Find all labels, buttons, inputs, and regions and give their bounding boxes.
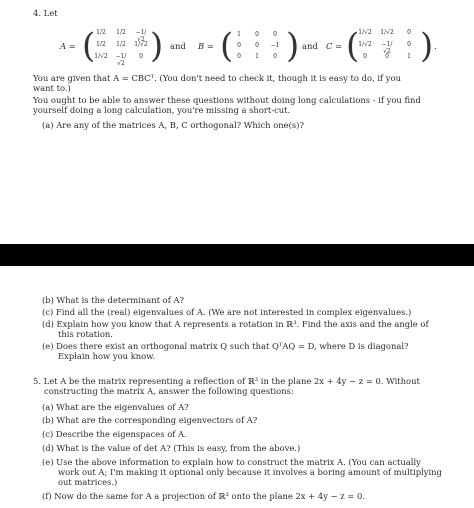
matrix-b-cell: 0 xyxy=(273,31,277,38)
given-text-line-1: You are given that A = CBCᵀ. (You don't need to check it, though it is easy to do, if you xyxy=(33,73,401,83)
question-4b: (b) What is the determinant of A? xyxy=(42,295,185,305)
matrix-c-cell: 1 xyxy=(407,53,411,60)
matrix-a-cell: −1/√2 xyxy=(135,29,147,43)
question-4-header: 4. Let xyxy=(33,8,58,18)
matrix-a-cell: −1/√2 xyxy=(115,53,127,67)
connector-and-2: and xyxy=(302,41,318,51)
question-5-line-1: 5. Let A be the matrix representing a reflection of ℝ³ in the plane 2x + 4y − z = 0. Without xyxy=(33,376,420,386)
matrix-b-cell: 0 xyxy=(237,53,241,60)
question-4d-line-2: this rotation. xyxy=(58,329,113,339)
matrix-a-cell: 1/2 xyxy=(96,41,106,48)
matrix-a-cell: 1/2 xyxy=(116,41,126,48)
matrix-a-cell: 0 xyxy=(139,53,143,60)
given-text-line-2: want to.) xyxy=(33,83,71,93)
question-4e-line-2: Explain how you know. xyxy=(58,351,156,361)
question-4c: (c) Find all the (real) eigenvalues of A. (We are not interested in complex eigenvalues.) xyxy=(42,307,412,317)
separator-band xyxy=(0,244,474,266)
matrix-definitions xyxy=(60,26,440,67)
question-5e-line-3: out matrices.) xyxy=(58,477,118,487)
matrix-c-cell: 0 xyxy=(407,29,411,36)
matrix-b-cell: 0 xyxy=(255,31,259,38)
matrix-a: ( ) 1/2 1/2 −1/√2 1/2 1/2 1/√2 1/√2 −1/√2 0 xyxy=(82,26,164,67)
connector-and-1: and xyxy=(170,41,186,51)
matrix-c-cell: 0 xyxy=(385,53,389,60)
question-5-line-2: constructing the matrix A, answer the following questions: xyxy=(44,386,294,396)
matrix-a-cell: 1/2 xyxy=(116,29,126,36)
matrix-a-cell: 1/√2 xyxy=(94,53,108,60)
question-5e-line-2: work out A; I'm making it optional only because it involves a boring amount of multiplying xyxy=(58,467,442,477)
matrix-a-cell: 1/2 xyxy=(96,29,106,36)
instruction-line-2: yourself doing a long calculation, you're missing a short-cut. xyxy=(33,105,291,115)
question-5f: (f) Now do the same for A a projection of ℝ³ onto the plane 2x + 4y − z = 0. xyxy=(42,491,366,501)
matrix-c-label: C = xyxy=(326,41,343,51)
question-5c: (c) Describe the eigenspaces of A. xyxy=(42,429,187,439)
matrix-c-cell: 0 xyxy=(407,41,411,48)
question-5d: (d) What is the value of det A? (This is easy, from the above.) xyxy=(42,443,301,453)
matrix-c-cell: 0 xyxy=(363,53,367,60)
matrix-c-cell: 1/√2 xyxy=(358,41,372,48)
matrix-b-cell: 1 xyxy=(237,31,241,38)
matrix-b-cell: 1 xyxy=(255,53,259,60)
matrix-c-cell: 1/√2 xyxy=(380,29,394,36)
matrix-b-cell: −1 xyxy=(270,42,280,49)
matrix-b-cell: 0 xyxy=(255,42,259,49)
matrix-c-cell: −1/√2 xyxy=(381,41,393,55)
matrix-b-cell: 0 xyxy=(273,53,277,60)
instruction-line-1: You ought to be able to answer these questions without doing long calculations - if you find xyxy=(33,95,421,105)
question-4d-line-1: (d) Explain how you know that A represents a rotation in ℝ³. Find the axis and the angle of xyxy=(42,319,429,329)
question-4e-line-1: (e) Does there exist an orthogonal matrix Q such that QᵀAQ = D, where D is diagonal? xyxy=(42,341,409,351)
matrix-b: ( ) 1 0 0 0 0 −1 0 1 0 xyxy=(220,26,300,66)
matrix-c-cell: 1/√2 xyxy=(358,29,372,36)
period: . xyxy=(434,41,437,51)
matrix-a-label: A = xyxy=(60,41,76,51)
matrix-b-cell: 0 xyxy=(237,42,241,49)
question-5e-line-1: (e) Use the above information to explain how to construct the matrix A. (You can actually xyxy=(42,457,421,467)
matrix-b-label: B = xyxy=(198,41,214,51)
matrix-c: ( ) 1/√2 1/√2 0 1/√2 −1/√2 0 0 0 1 xyxy=(346,26,434,66)
question-5a: (a) What are the eigenvalues of A? xyxy=(42,402,189,412)
question-4a: (a) Are any of the matrices A, B, C orthogonal? Which one(s)? xyxy=(42,120,304,130)
question-5b: (b) What are the corresponding eigenvectors of A? xyxy=(42,415,258,425)
matrix-a-cell: 1/√2 xyxy=(134,41,148,48)
